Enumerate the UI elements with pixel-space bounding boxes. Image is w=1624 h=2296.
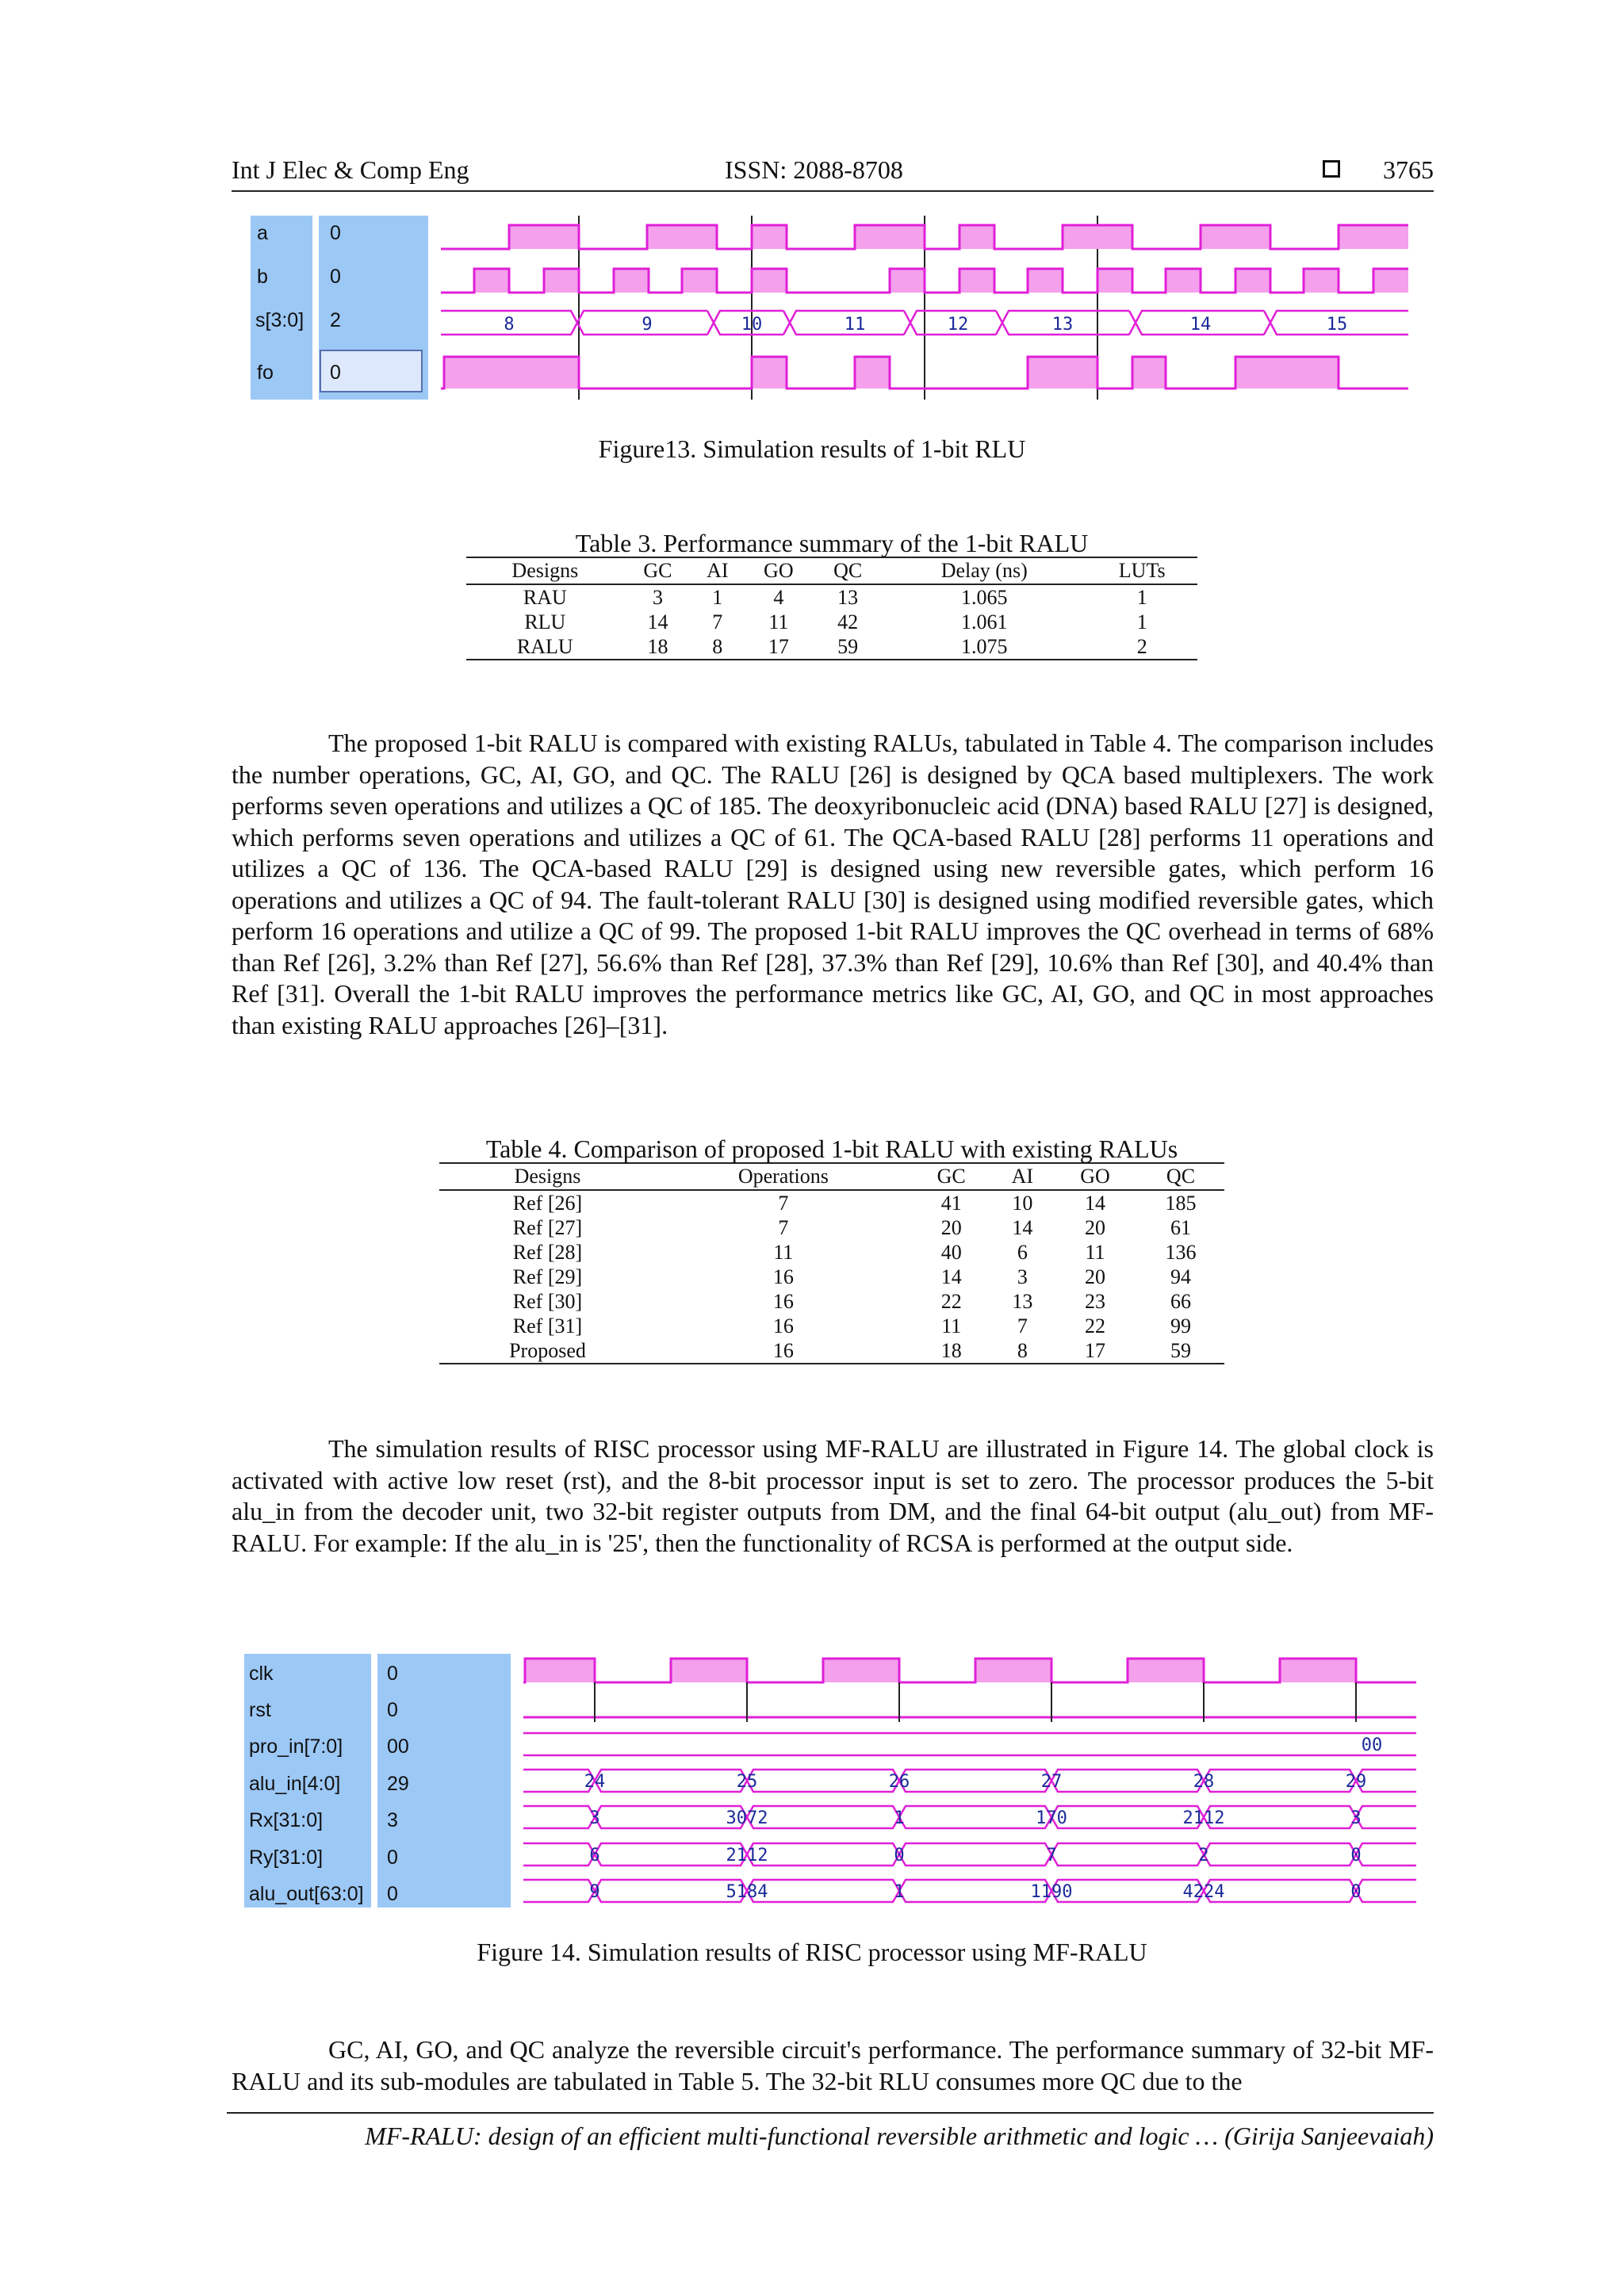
s-bus-value: 10 — [741, 315, 763, 335]
figure14-waveform — [244, 1654, 1418, 1908]
table-cell: 1 — [712, 586, 723, 609]
alu-in-bus-value: 29 — [1345, 1772, 1367, 1792]
signal-value-rx: 3 — [387, 1809, 398, 1831]
signal-label-clk: clk — [249, 1663, 274, 1685]
table-header-cell: GC — [624, 557, 692, 584]
table-cell: 1.075 — [882, 634, 1086, 660]
table-cell: 22 — [940, 1290, 962, 1313]
page-number: 3765 — [1383, 155, 1434, 184]
table-cell: 16 — [772, 1314, 794, 1337]
rx-bus-value: 2112 — [1182, 1808, 1225, 1828]
rx-bus-value: 3 — [589, 1808, 600, 1828]
signal-value-b: 0 — [330, 266, 341, 288]
table-row — [439, 1190, 1224, 1215]
table-cell: 16 — [772, 1265, 794, 1288]
table3 — [466, 530, 1197, 660]
table-row — [466, 584, 1197, 610]
table-cell: 7 — [712, 610, 723, 633]
running-header — [232, 155, 1434, 192]
table-cell: 11 — [768, 610, 789, 633]
table-header-cell: GC — [911, 1163, 992, 1190]
table-cell: 7 — [778, 1192, 789, 1215]
table-cell: 7 — [1017, 1314, 1028, 1337]
alu-in-bus-value: 25 — [736, 1772, 758, 1792]
rx-bus-value: 3072 — [726, 1808, 768, 1828]
rx-bus-value: 170 — [1036, 1808, 1067, 1828]
signal-label-fo: fo — [257, 362, 274, 384]
pro-in-bus-value: 00 — [1361, 1735, 1383, 1755]
table-row — [439, 1314, 1224, 1338]
body-paragraph-2 — [232, 1433, 1434, 1559]
table-cell: 185 — [1165, 1192, 1197, 1215]
table4-caption: Table 4. Comparison of proposed 1-bit RALU with existing RALUs — [485, 1135, 1178, 1163]
table-cell: 14 — [1085, 1192, 1105, 1215]
table-header-cell: Delay (ns) — [882, 557, 1086, 584]
signal-wave-pro-in — [523, 1733, 1416, 1755]
table-cell: 40 — [940, 1241, 962, 1264]
signal-wave-alu-in — [523, 1770, 1416, 1792]
signal-value-s: 2 — [330, 309, 341, 331]
signal-label-alu-in: alu_in[4:0] — [249, 1773, 341, 1795]
figure13-waveform — [251, 216, 1413, 400]
alu-out-bus-value: 1190 — [1030, 1882, 1073, 1902]
signal-wave-clk — [523, 1659, 1416, 1682]
signal-label-ry: Ry[31:0] — [249, 1846, 324, 1869]
table-cell: 94 — [1170, 1265, 1191, 1288]
table-cell: 99 — [1170, 1314, 1191, 1337]
rx-bus-value: 1 — [894, 1808, 905, 1828]
table-cell: 61 — [1170, 1216, 1191, 1239]
table-cell: 41 — [940, 1192, 962, 1215]
table-cell: 8 — [992, 1338, 1053, 1364]
signal-value-alu-in: 29 — [387, 1773, 409, 1795]
signal-value-pro-in: 00 — [387, 1735, 409, 1758]
table-row — [439, 1265, 1224, 1289]
table-row — [439, 1289, 1224, 1314]
table-cell: 8 — [691, 634, 743, 660]
table-header-row — [439, 1163, 1224, 1190]
table3-caption: Table 3. Performance summary of the 1-bit RALU — [575, 529, 1089, 557]
s-bus-value: 14 — [1189, 315, 1212, 335]
table-cell: 14 — [647, 610, 668, 633]
running-footer — [227, 2112, 1434, 2151]
table-header-cell: AI — [691, 557, 743, 584]
table-cell: 23 — [1085, 1290, 1105, 1313]
alu-in-bus-value: 27 — [1040, 1772, 1063, 1792]
alu-out-bus-value: 9 — [589, 1882, 600, 1902]
ry-bus-value: 7 — [1046, 1846, 1057, 1866]
issn: ISSN: 2088-8708 — [725, 155, 903, 184]
ry-bus-value: 2112 — [726, 1846, 768, 1866]
table-cell: 59 — [814, 634, 882, 660]
table-header-cell: AI — [992, 1163, 1053, 1190]
table-cell: 7 — [778, 1216, 789, 1239]
table-cell: Ref [28] — [512, 1241, 583, 1264]
alu-in-bus-value: 26 — [888, 1772, 910, 1792]
table-header-cell: Designs — [466, 557, 624, 584]
signal-label-alu-out: alu_out[63:0] — [249, 1883, 364, 1905]
signal-wave-b — [441, 269, 1408, 293]
table-cell: 11 — [773, 1241, 794, 1264]
body-paragraph-3 — [232, 2034, 1434, 2097]
table-cell: 22 — [1085, 1314, 1105, 1337]
table-header-cell: Designs — [439, 1163, 656, 1190]
table-cell: 13 — [837, 586, 859, 609]
table-cell: 18 — [911, 1338, 992, 1364]
signal-value-rst: 0 — [387, 1699, 398, 1721]
table-cell: 1.065 — [960, 586, 1008, 609]
signal-value-fo: 0 — [330, 362, 341, 384]
table-cell: 11 — [1085, 1241, 1105, 1264]
rx-bus-value: 3 — [1350, 1808, 1362, 1828]
alu-in-bus-value: 24 — [584, 1772, 606, 1792]
table4-grid — [439, 1162, 1224, 1364]
table-header-cell: Operations — [656, 1163, 911, 1190]
table-cell: Ref [27] — [512, 1216, 583, 1239]
table-row — [439, 1215, 1224, 1240]
table-cell: Ref [30] — [512, 1290, 583, 1313]
alu-out-bus-value: 4224 — [1182, 1882, 1225, 1902]
signal-label-a: a — [257, 222, 268, 244]
signal-value-a: 0 — [330, 222, 341, 244]
table-cell: 17 — [743, 634, 814, 660]
journal-name: Int J Elec & Comp Eng — [232, 155, 469, 184]
ry-bus-value: 2 — [1198, 1846, 1209, 1866]
paragraph-text: GC, AI, GO, and QC analyze the reversible circuit's performance. The performance summary of 32-bit MF-RALU and its sub-modules are tabulated in Table 5. The 32-bit RLU consumes more QC due to the — [232, 2035, 1434, 2095]
table-cell: Ref [31] — [512, 1314, 583, 1337]
s-bus-value: 12 — [947, 315, 969, 335]
table-cell: 13 — [1012, 1290, 1033, 1313]
body-paragraph-1 — [232, 728, 1434, 1041]
table-cell: 16 — [656, 1338, 911, 1364]
table-cell: 2 — [1086, 634, 1197, 660]
signal-label-pro-in: pro_in[7:0] — [249, 1735, 343, 1758]
table-cell: 1 — [1136, 610, 1147, 633]
table-header-cell: QC — [1137, 1163, 1224, 1190]
table-header-cell: GO — [743, 557, 814, 584]
signal-label-s: s[3:0] — [255, 309, 304, 331]
table-cell: 10 — [1012, 1192, 1033, 1215]
table-cell: 1 — [1136, 586, 1147, 609]
table-cell: 3 — [652, 586, 663, 609]
paragraph-text: The simulation results of RISC processor using MF-RALU are illustrated in Figure 14. The global clock is activated with active low reset (rst), and the 8-bit processor input is set to zero. The processor produces the 5-bit alu_in from the decoder unit, two 32-bit register outputs from DM, and the final 64-bit output (alu_out) from MF-RALU. For example: If the alu_in is '25', then the functionality of RCSA is performed at the output side. — [232, 1434, 1434, 1557]
table-cell: 1.061 — [960, 610, 1008, 633]
paragraph-text: The proposed 1-bit RALU is compared with existing RALUs, tabulated in Table 4. The comparison includes the number operations, GC, AI, GO, and QC. The RALU [26] is designed by QCA based multiplexers. The work performs seven operations and utilizes a QC of 185. The deoxyribonucleic acid (DNA) based RALU [27] is designed, which performs seven operations and utilizes a QC of 61. The QCA-based RALU [28] performs 11 operations and utilizes a QC of 136. The QCA-based RALU [29] is designed using new reversible gates, which perform 16 operations and utilizes a QC of 94. The fault-tolerant RALU [30] is designed using modified reversible gates, which perform 16 operations and utilize a QC of 99. The proposed 1-bit RALU improves the QC overhead in terms of 68% than Ref [26], 3.2% than Ref [27], 56.6% than Ref [28], 37.3% than Ref [29], 10.6% than Ref [30], and 40.4% than Ref [31]. Overall the 1-bit RALU improves the performance metrics like GC, AI, GO, and QC in most approaches than existing RALU approaches [26]–[31]. — [232, 729, 1434, 1039]
signal-value-clk: 0 — [387, 1663, 398, 1685]
table-row — [466, 610, 1197, 634]
table-cell: 20 — [940, 1216, 962, 1239]
table-cell: RLU — [524, 610, 566, 633]
alu-in-bus-value: 28 — [1193, 1772, 1215, 1792]
table-header-cell: QC — [814, 557, 882, 584]
table-cell: 18 — [624, 634, 692, 660]
table4 — [439, 1135, 1224, 1364]
signal-label-b: b — [257, 266, 268, 288]
figure13-caption: Figure13. Simulation results of 1-bit RLU — [598, 434, 1026, 463]
table-header-row — [466, 557, 1197, 584]
table-cell: RAU — [523, 586, 567, 609]
s-bus-value: 13 — [1051, 315, 1074, 335]
table-cell: 42 — [837, 610, 859, 633]
table-cell: 4 — [773, 586, 784, 609]
table-cell: 11 — [941, 1314, 962, 1337]
table-cell: 14 — [1012, 1216, 1033, 1239]
signal-wave-a — [441, 225, 1408, 249]
s-bus-value: 11 — [844, 315, 866, 335]
table-cell: 59 — [1137, 1338, 1224, 1364]
ry-bus-value: 0 — [894, 1846, 905, 1866]
table-cell: 136 — [1165, 1241, 1197, 1264]
s-bus-value: 9 — [642, 315, 653, 335]
signal-value-alu-out: 0 — [387, 1883, 398, 1905]
ry-bus-value: 0 — [1350, 1846, 1362, 1866]
signal-wave-ry — [523, 1843, 1416, 1866]
s-bus-value: 15 — [1326, 315, 1348, 335]
table-cell: 66 — [1170, 1290, 1191, 1313]
table-header-cell: LUTs — [1086, 557, 1197, 584]
alu-out-bus-value: 0 — [1350, 1882, 1362, 1902]
signal-label-rst: rst — [249, 1699, 271, 1721]
alu-out-bus-value: 1 — [894, 1882, 905, 1902]
signal-value-ry: 0 — [387, 1846, 398, 1869]
table-cell: Ref [29] — [512, 1265, 583, 1288]
signal-wave-alu-out — [523, 1880, 1416, 1902]
signal-wave-rx — [523, 1806, 1416, 1828]
ry-bus-value: 6 — [589, 1846, 600, 1866]
table-cell: 20 — [1085, 1216, 1105, 1239]
s-bus-value: 8 — [504, 315, 515, 335]
table-header-cell: GO — [1053, 1163, 1137, 1190]
table-row — [439, 1240, 1224, 1265]
table-cell: Proposed — [439, 1338, 656, 1364]
figure14-caption: Figure 14. Simulation results of RISC processor using MF-RALU — [477, 1938, 1147, 1966]
table3-grid — [466, 557, 1197, 660]
table-cell: 14 — [940, 1265, 962, 1288]
table-row — [439, 1338, 1224, 1364]
table-cell: 3 — [1017, 1265, 1028, 1288]
table-cell: 6 — [1017, 1241, 1028, 1264]
table-cell: 16 — [772, 1290, 794, 1313]
table-row — [466, 634, 1197, 660]
table-cell: RALU — [466, 634, 624, 660]
signal-label-rx: Rx[31:0] — [249, 1809, 324, 1831]
table-cell: 20 — [1085, 1265, 1105, 1288]
square-icon — [1323, 160, 1340, 178]
footer-text: MF-RALU: design of an efficient multi-functional reversible arithmetic and logic … (Girija Sanjeevaiah) — [365, 2122, 1434, 2150]
table-cell: Ref [26] — [512, 1192, 583, 1215]
alu-out-bus-value: 5184 — [726, 1882, 768, 1902]
table-cell: 17 — [1053, 1338, 1137, 1364]
